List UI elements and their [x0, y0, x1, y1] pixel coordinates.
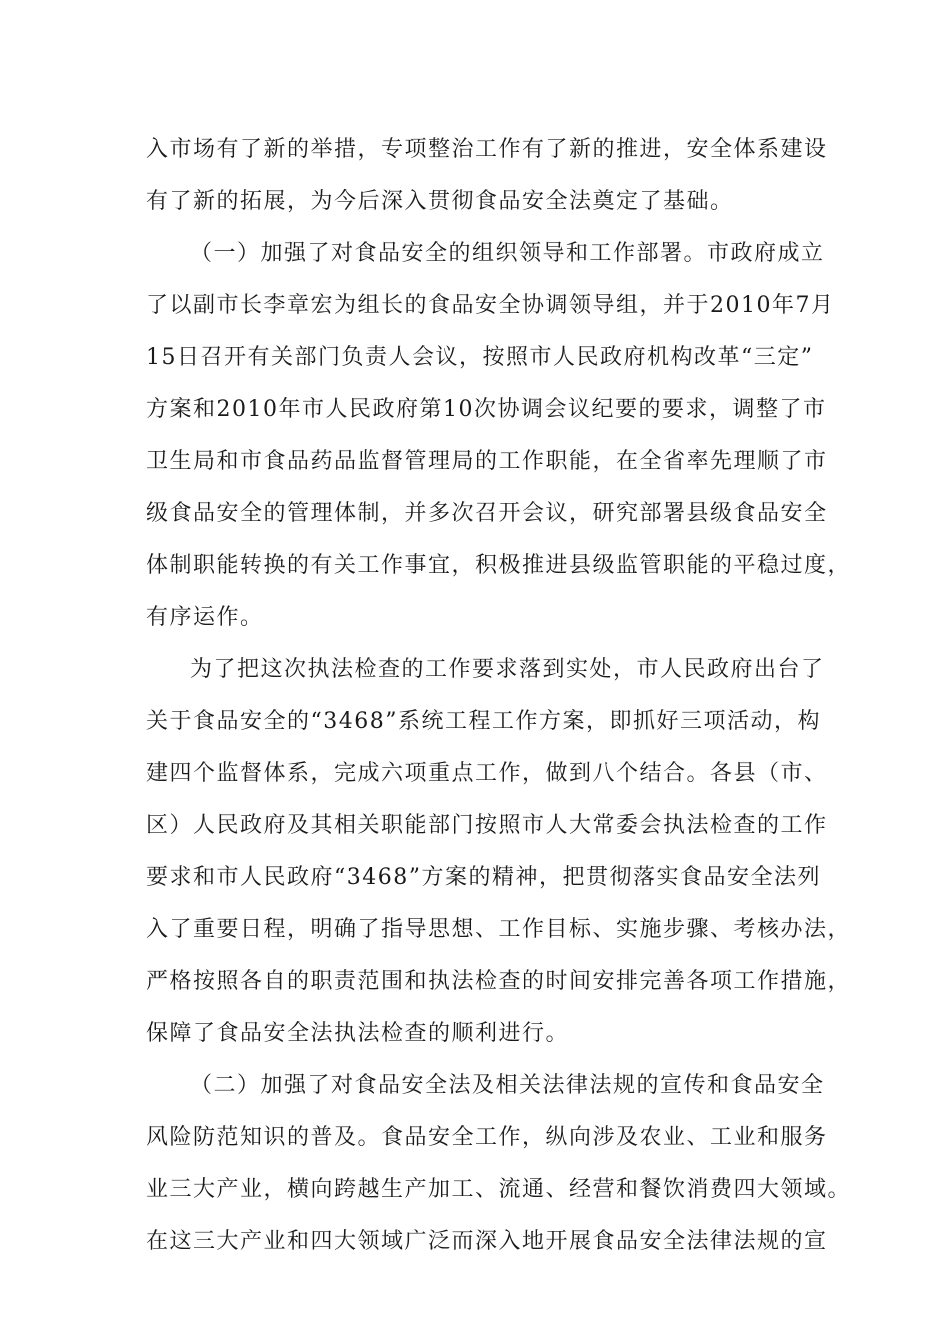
text-line: 业三大产业，横向跨越生产加工、流通、经营和餐饮消费四大领域。	[146, 1177, 852, 1202]
paragraph-first-line: （二）加强了对食品安全法及相关法律法规的宣传和食品安全	[190, 1073, 825, 1098]
text-line: 体制职能转换的有关工作事宜，积极推进县级监管职能的平稳过度，	[146, 553, 852, 578]
text-line: 方案和2010年市人民政府第10次协调会议纪要的要求，调整了市	[146, 397, 827, 422]
text-line: 15日召开有关部门负责人会议，按照市人民政府机构改革“三定”	[146, 345, 814, 370]
text-line: 关于食品安全的“3468”系统工程工作方案，即抓好三项活动，构	[146, 709, 821, 734]
text-line: 有序运作。	[146, 605, 264, 630]
text-line: 要求和市人民政府“3468”方案的精神，把贯彻落实食品安全法列	[146, 865, 821, 890]
text-line: 入了重要日程，明确了指导思想、工作目标、实施步骤、考核办法，	[146, 917, 852, 942]
text-line: 严格按照各自的职责范围和执法检查的时间安排完善各项工作措施，	[146, 969, 852, 994]
text-line: 有了新的拓展，为今后深入贯彻食品安全法奠定了基础。	[146, 189, 734, 214]
body-text	[146, 124, 852, 1268]
paragraph-first-line: （一）加强了对食品安全的组织领导和工作部署。市政府成立	[190, 241, 825, 266]
text-line: 在这三大产业和四大领域广泛而深入地开展食品安全法律法规的宣	[146, 1229, 828, 1254]
text-line: 级食品安全的管理体制，并多次召开会议，研究部署县级食品安全	[146, 501, 828, 526]
text-line: 入市场有了新的举措，专项整治工作有了新的推进，安全体系建设	[146, 137, 828, 162]
paragraph-first-line: 为了把这次执法检查的工作要求落到实处，市人民政府出台了	[190, 657, 825, 682]
text-line: 卫生局和市食品药品监督管理局的工作职能，在全省率先理顺了市	[146, 449, 828, 474]
text-line: 风险防范知识的普及。食品安全工作，纵向涉及农业、工业和服务	[146, 1125, 828, 1150]
text-line: 区）人民政府及其相关职能部门按照市人大常委会执法检查的工作	[146, 813, 828, 838]
text-line: 建四个监督体系，完成六项重点工作，做到八个结合。各县（市、	[146, 761, 828, 786]
text-line: 保障了食品安全法执法检查的顺利进行。	[146, 1021, 570, 1046]
text-line: 了以副市长李章宏为组长的食品安全协调领导组，并于2010年7月	[146, 293, 835, 318]
